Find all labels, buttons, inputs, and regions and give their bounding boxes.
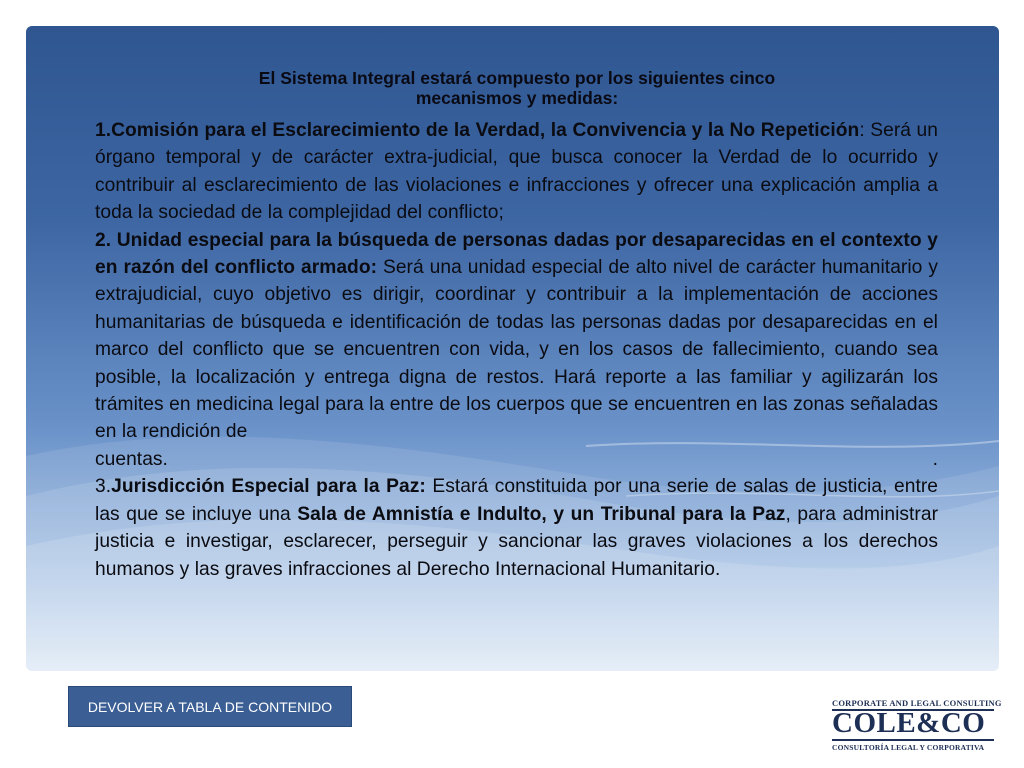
item-2-end-dot: . [932,448,938,470]
item-3 [95,473,938,583]
item-2-heading: 2. Unidad especial para la búsqueda de personas dadas por desaparecidas en el contexto y en razón del conflicto armado: [95,229,938,279]
item-1-heading: 1.Comisión para el Esclarecimiento de la Verdad, la Convivencia y la No Repetición [95,120,860,141]
logo-divider-bottom [832,739,994,741]
company-logo [816,680,1016,760]
item-2-end-word: cuentas. [95,448,168,470]
item-2 [95,227,938,446]
back-to-contents-button[interactable]: DEVOLVER A TABLA DE CONTENIDO [68,686,352,727]
title-line-2: mecanismos y medidas: [415,88,619,108]
item-3-text-c: , para administrar justicia e investigar, esclarecer, perseguir y sancionar las graves violaciones a los derechos humanos y las graves infracciones al Derecho Internacional Humanitario. [95,503,939,580]
item-3-number: 3. [95,476,112,498]
item-3-text-a: Estará constituida por una serie de salas de justicia, entre las que se incluye una [95,476,938,525]
logo-tagline-bottom: CONSULTORÍA LEGAL Y CORPORATIVA [832,743,985,752]
item-1-text: : Será un órgano temporal y de carácter extra-judicial, que busca conocer la Verdad de lo ocurrido y contribuir al esclarecimiento de las violaciones e infracciones y ofrecer una explicación amplia a toda la sociedad de la complejidad del conflicto; [95,120,938,224]
logo-brand: COLE&CO [832,707,986,739]
item-3-heading: Jurisdicción Especial para la Paz: [111,476,426,498]
slide-body [95,117,938,583]
slide-title [96,68,938,108]
item-2-ending [95,446,938,473]
title-line-1: El Sistema Integral estará compuesto por los siguientes cinco [258,68,776,88]
item-2-text: Será una unidad especial de alto nivel de carácter humanitario y extrajudicial, cuyo objetivo es dirigir, coordinar y contribuir a la implementación de acciones humanitarias de búsqueda e identificación de todas las personas dadas por desaparecidas en el marco del conflicto que se encuentren con vida, y en los casos de fallecimiento, cuando sea posible, la localización y entrega digna de restos. Hará reporte a las familiar y agilizarán los trámites en medicina legal para la entre de los cuerpos que se encuentren en las zonas señaladas en la rendición de [95,257,938,443]
item-3-bold: Sala de Amnistía e Indulto, y un Tribunal para la Paz [297,503,786,525]
logo-tagline-top: CORPORATE AND LEGAL CONSULTING [832,698,1002,708]
item-1 [95,117,938,227]
